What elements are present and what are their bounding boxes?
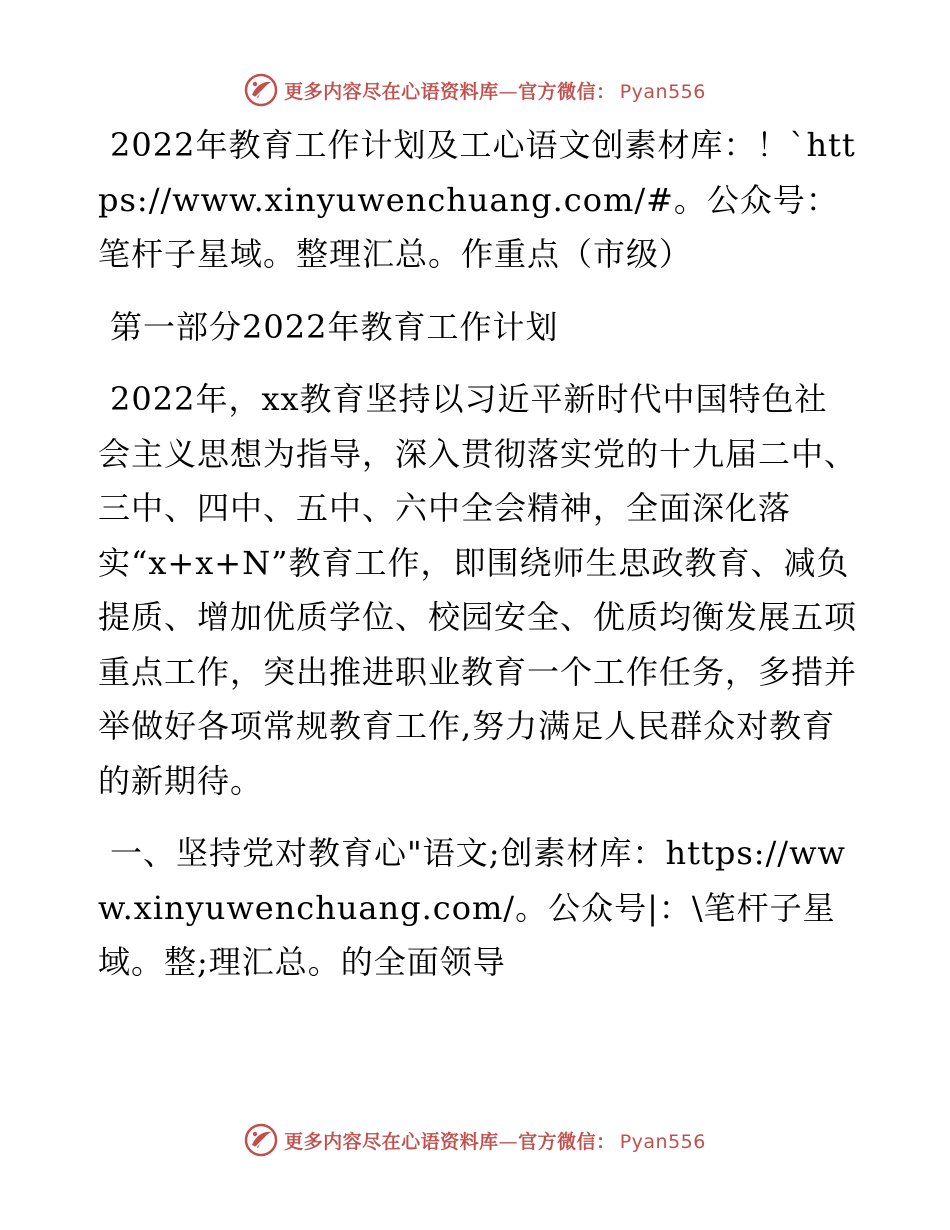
banner-wechat-label: 官方微信： — [518, 1130, 616, 1153]
spacer — [98, 354, 858, 372]
library-logo-icon — [244, 1123, 278, 1157]
point-one-heading: 一、坚持党对教育心"语文;创素材库：https://www.xinyuwenchuang.com/。公众号|：\笔杆子星域。整;理汇总。的全面领导 — [98, 834, 846, 981]
banner-wechat-handle: Pyan556 — [619, 80, 706, 103]
footer-banner — [0, 1120, 950, 1160]
spacer — [98, 808, 858, 826]
banner-text — [284, 1127, 706, 1154]
library-logo-icon — [244, 73, 278, 107]
spacer — [98, 282, 858, 300]
banner-wechat-label: 官方微信： — [518, 80, 616, 103]
banner-slogan: 更多内容尽在心语资料库 — [284, 80, 499, 103]
banner-wechat-handle: Pyan556 — [619, 1130, 706, 1153]
intro-paragraph: 2022年，xx教育坚持以习近平新时代中国特色社会主义思想为指导，深入贯彻落实党的十九届二中、三中、四中、五中、六中全会精神，全面深化落实“x+x+N”教育工作，即围绕师生思政教育、减负提质、增加优质学位、校园安全、优质均衡发展五项重点工作，突出推进职业教育一个工作任务，多措并举做好各项常规教育工作,努力满足人民群众对教育的新期待。 — [98, 380, 858, 800]
header-banner — [0, 70, 950, 110]
banner-dash: — — [498, 80, 519, 103]
banner-text — [284, 77, 706, 104]
document-title-paragraph: 2022年教育工作计划及工心语文创素材库：！`https://www.xinyuwenchuang.com/#。公众号：笔杆子星域。整理汇总。作重点（市级） — [98, 126, 856, 273]
section-heading: 第一部分2022年教育工作计划 — [110, 307, 559, 346]
document-body — [98, 118, 858, 990]
banner-dash: — — [498, 1130, 519, 1153]
banner-slogan: 更多内容尽在心语资料库 — [284, 1130, 499, 1153]
